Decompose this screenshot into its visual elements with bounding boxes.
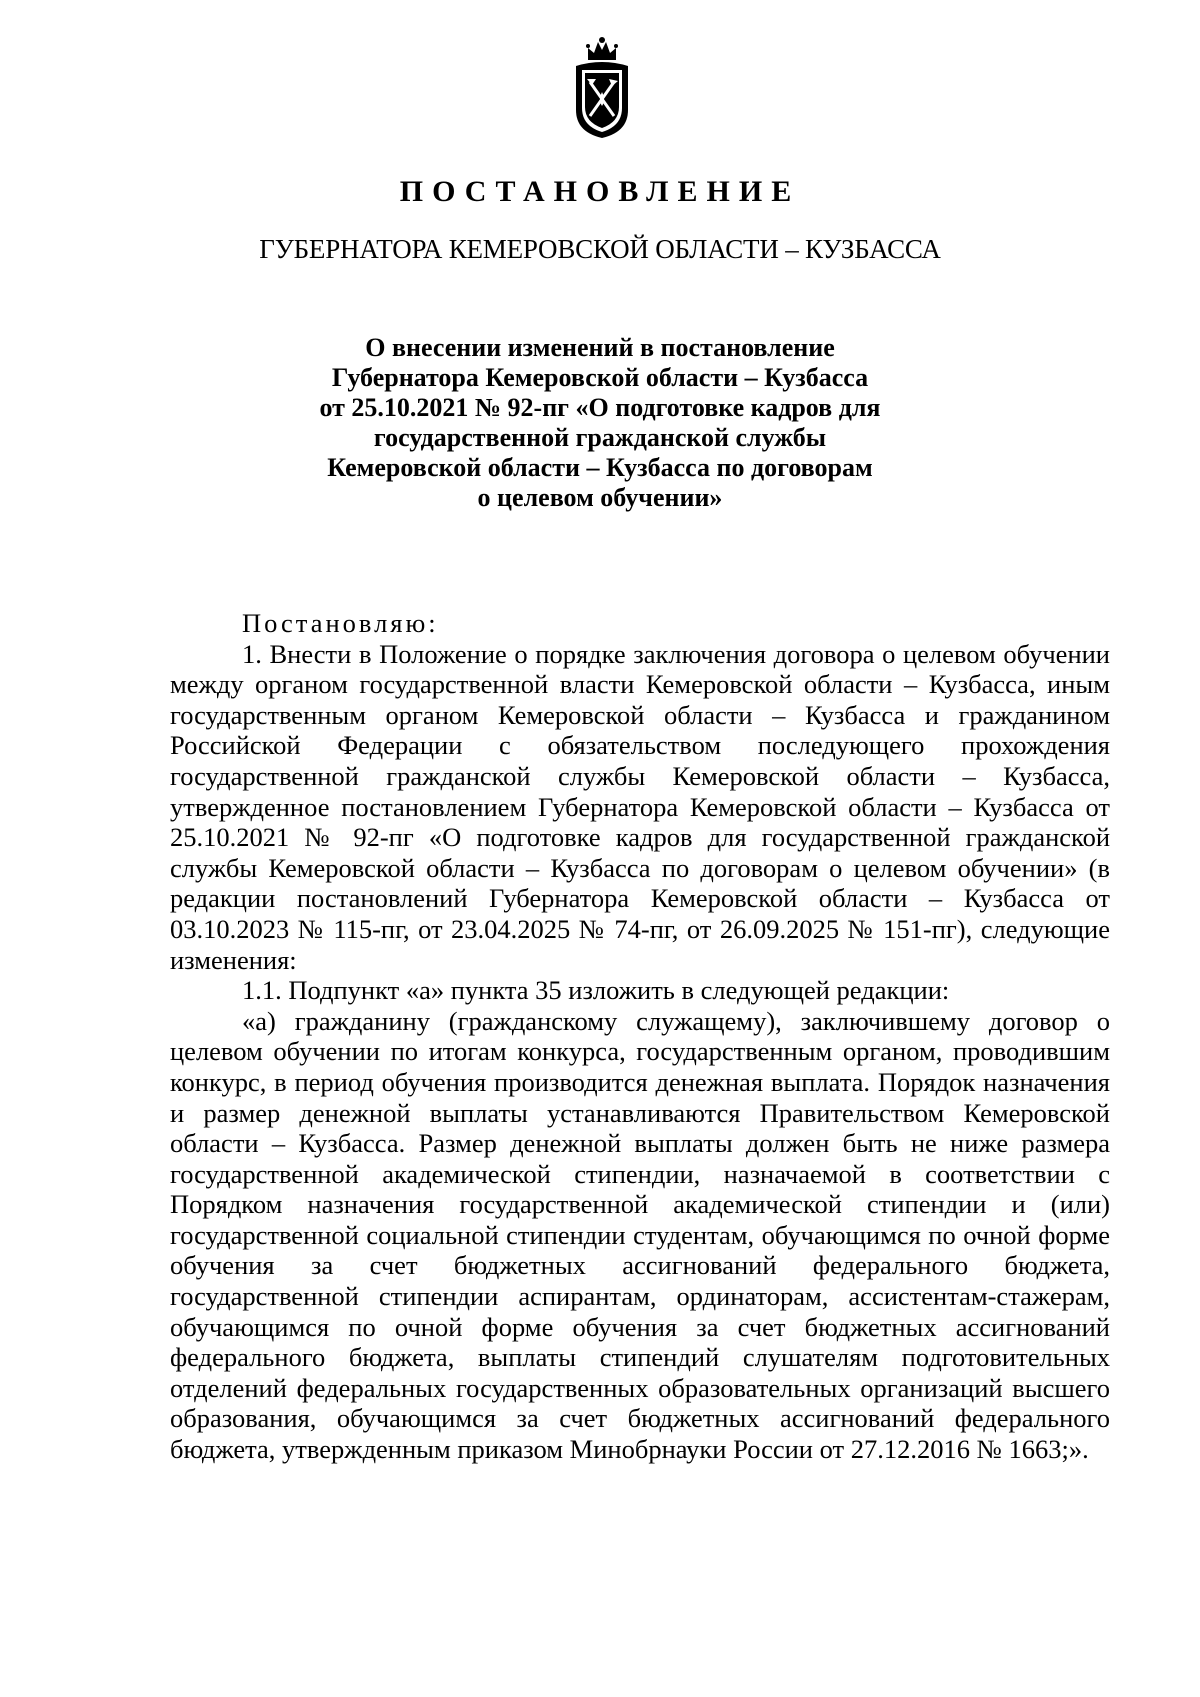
paragraph-item-1-1: 1.1. Подпункт «а» пункта 35 изложить в следующей редакции: xyxy=(242,975,950,1006)
title-line: Губернатора Кемеровской области – Кузбасса xyxy=(331,363,869,392)
title-line: государственной гражданской службы xyxy=(373,423,827,452)
document-type-heading: ПОСТАНОВЛЕНИЕ xyxy=(399,175,801,208)
paragraph-item-1: 1. Внести в Положение о порядке заключения договора о целевом обучении между органом государственной власти Кемеровской области – Кузбасса, иным государственным органом Кемеровской области – Кузбасса и гражданином Российской Федерации с обязательством последующего прохождения государственной гражданской службы Кемеровской области – Кузбасса, утвержденное постановлением Губернатора Кемеровской области – Кузбасса от 25.10.2021 № 92-пг «О подготовке кадров для государственной гражданской службы Кемеровской области – Кузбасса по договорам о целевом обучении» (в редакции постановлений Губернатора Кемеровской области – Кузбасса от 03.10.2023 № 115-пг, от 23.04.2025 № 74-пг, от 26.09.2025 № 151-пг), следующие изменения: xyxy=(170,638,1110,975)
title-line: О внесении изменений в постановление xyxy=(365,333,835,362)
document-body xyxy=(170,608,1110,1465)
paragraph-subitem-a: «а) гражданину (гражданскому служащему), заключившему договор о целевом обучении по итогам конкурса, государственным органом, проводившим конкурс, в период обучения производится денежная выплата. Порядок назначения и размер денежной выплаты устанавливаются Правительством Кемеровской области – Кузбасса. Размер денежной выплаты должен быть не ниже размера государственной академической стипендии, назначаемой в соответствии с Порядком назначения государственной академической стипендии и (или) государственной социальной стипендии студентам, обучающимся по очной форме обучения за счет бюджетных ассигнований федерального бюджета, государственной стипендии аспирантам, ординаторам, ассистентам-стажерам, обучающимся по очной форме обучения за счет бюджетных ассигнований федерального бюджета, выплаты стипендий слушателям подготовительных отделений федеральных государственных образовательных организаций высшего образования, обучающимся за счет бюджетных ассигнований федерального бюджета, утвержденным приказом Минобрнауки России от 27.12.2016 № 1663;». xyxy=(170,1005,1110,1465)
document-title xyxy=(300,333,900,513)
issuer-heading: ГУБЕРНАТОРА КЕМЕРОВСКОЙ ОБЛАСТИ – КУЗБАССА xyxy=(259,234,941,264)
coat-of-arms-emblem xyxy=(570,36,634,140)
title-line: от 25.10.2021 № 92-пг «О подготовке кадров для xyxy=(319,393,881,422)
title-line: Кемеровской области – Кузбасса по договорам xyxy=(327,453,873,482)
resolve-phrase: Постановляю: xyxy=(242,608,439,638)
title-line: о целевом обучении» xyxy=(477,483,723,512)
